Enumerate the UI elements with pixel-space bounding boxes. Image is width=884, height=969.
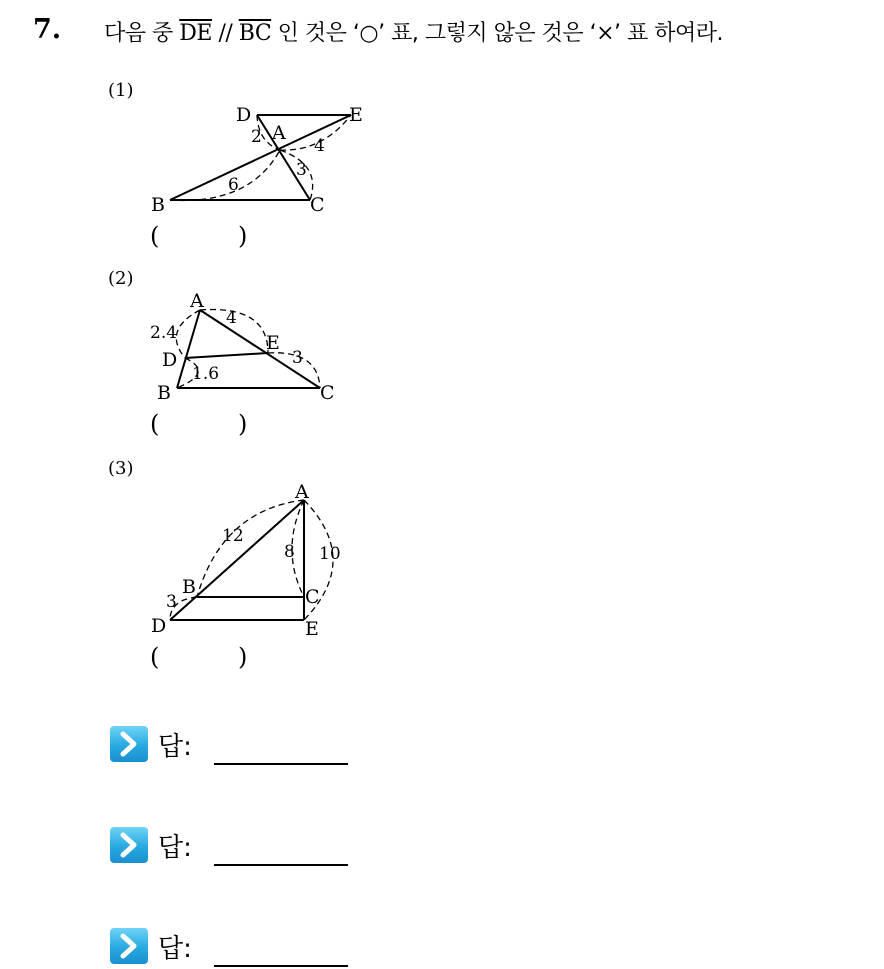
point-c-3: C	[305, 586, 320, 608]
paren-open-1: (	[150, 222, 160, 250]
point-b-1: B	[151, 194, 165, 216]
point-d-1: D	[236, 104, 252, 126]
length-bd-3: 3	[166, 592, 177, 612]
point-b-3: B	[182, 576, 196, 598]
point-e-2: E	[266, 332, 280, 354]
point-c-2: C	[320, 382, 335, 404]
answer-label: 답:	[158, 934, 192, 964]
part-1-label: (1)	[108, 80, 134, 101]
point-b-2: B	[157, 382, 171, 404]
length-ac-1: 3	[296, 160, 307, 180]
segment-bc: $\overline{BC}$	[238, 21, 272, 46]
point-d-2: D	[162, 349, 178, 371]
length-db-2: 1.6	[192, 364, 220, 384]
chevron-right-icon	[110, 928, 148, 964]
x-mark: ×	[596, 21, 615, 46]
parallel-symbol: //	[211, 21, 239, 46]
answer-row-2	[110, 825, 370, 865]
point-d-3: D	[151, 615, 167, 637]
length-ab-3: 12	[222, 526, 244, 546]
question-text-mid: 인 것은 ‘	[271, 21, 360, 46]
answer-label: 답:	[158, 732, 192, 762]
answer-blank[interactable]	[214, 864, 348, 866]
question-text-mid2: ’ 표, 그렇지 않은 것은 ‘	[378, 21, 597, 46]
circle-mark: ○	[359, 21, 379, 46]
question-number: 7.	[33, 14, 62, 45]
point-e-3: E	[305, 618, 319, 640]
question-text-after: ’ 표 하여라.	[614, 21, 724, 46]
point-a-1: A	[272, 122, 286, 144]
question-text-before: 다음 중	[104, 21, 180, 46]
length-ec-2: 3	[292, 348, 303, 368]
answer-row-1	[110, 724, 370, 764]
length-ac-3: 8	[284, 542, 295, 562]
point-a-3: A	[295, 481, 309, 503]
point-c-1: C	[310, 194, 325, 216]
answer-label: 답:	[158, 833, 192, 863]
length-ad-1: 2	[251, 127, 262, 147]
paren-close-2: )	[238, 410, 248, 438]
paren-close-1: )	[238, 222, 248, 250]
chevron-right-icon	[110, 827, 148, 863]
length-ab-1: 6	[228, 175, 239, 195]
answer-row-3	[110, 926, 370, 966]
paren-open-2: (	[150, 410, 160, 438]
length-ae-3: 10	[319, 544, 341, 564]
point-e-1: E	[349, 104, 363, 126]
answer-blank[interactable]	[214, 763, 348, 765]
chevron-right-icon	[110, 726, 148, 762]
paren-open-3: (	[150, 643, 160, 671]
part-3-label: (3)	[108, 458, 134, 479]
answer-blank[interactable]	[214, 965, 348, 967]
length-ae-2: 4	[226, 308, 237, 328]
length-ae-1: 4	[314, 136, 325, 156]
point-a-2: A	[190, 290, 204, 312]
segment-de: $\overline{DE}$	[179, 21, 212, 46]
part-2-label: (2)	[108, 268, 134, 289]
length-ad-2: 2.4	[150, 323, 178, 343]
paren-close-3: )	[238, 643, 248, 671]
